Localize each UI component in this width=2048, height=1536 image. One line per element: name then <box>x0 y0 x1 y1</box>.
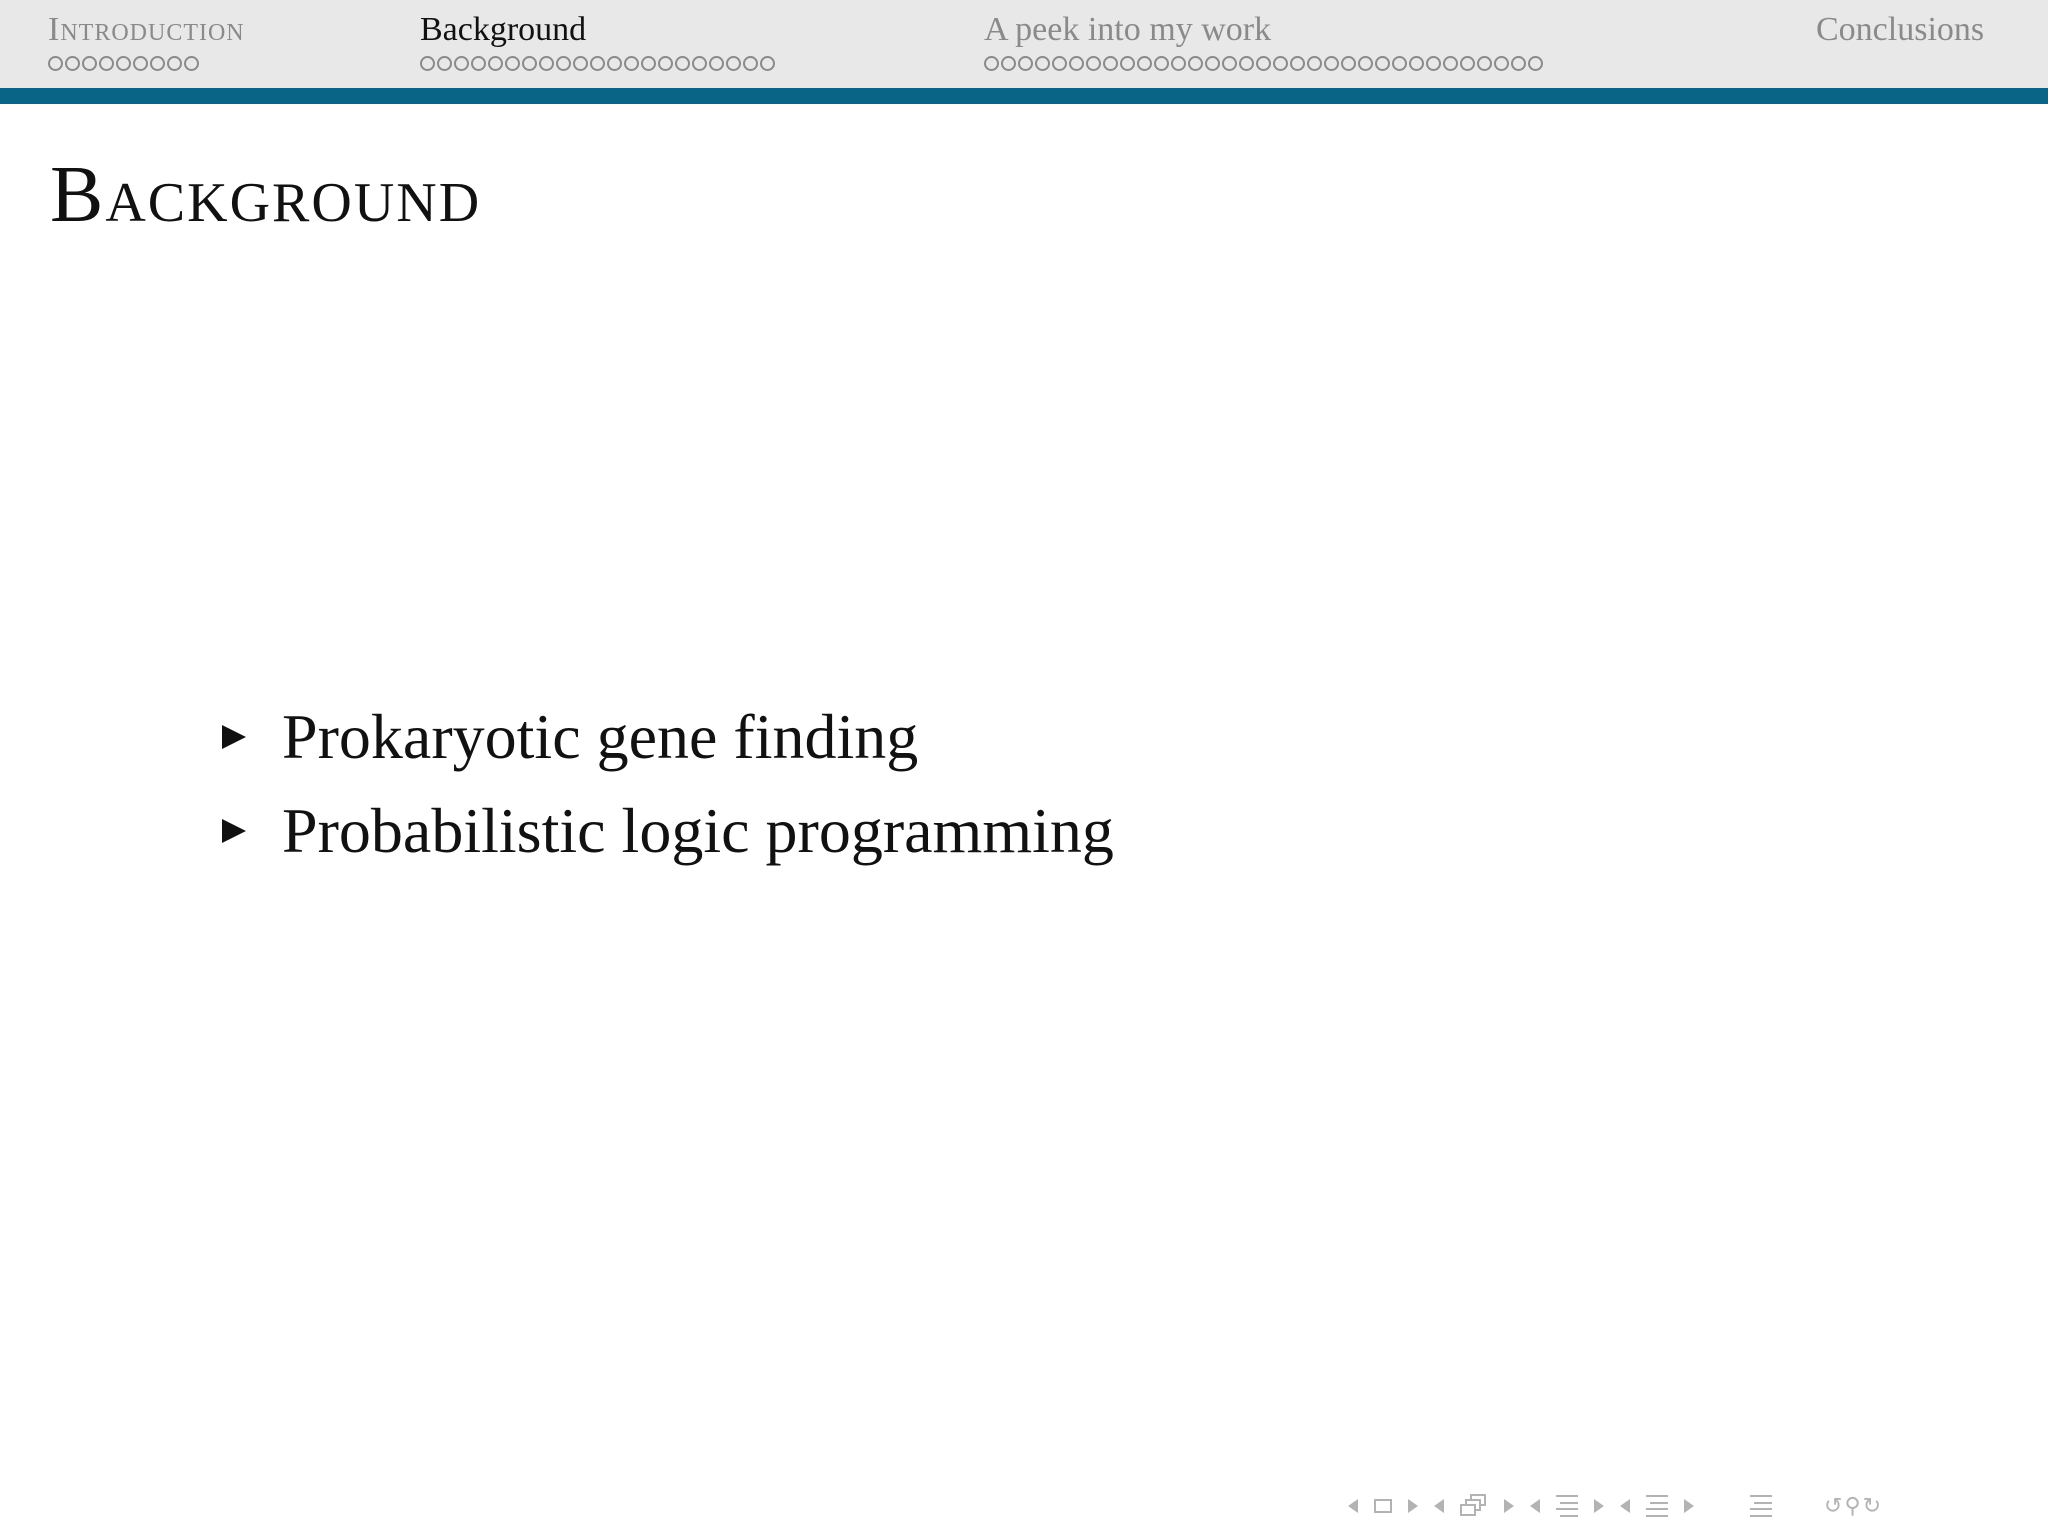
undo-icon[interactable]: ↺ <box>1824 1493 1843 1519</box>
subsection-icon[interactable] <box>1556 1495 1578 1517</box>
section-navigation-bar <box>0 0 2048 88</box>
next-section-icon[interactable] <box>1684 1499 1694 1513</box>
frame-dot[interactable] <box>82 56 97 71</box>
next-subsection-icon[interactable] <box>1594 1499 1604 1513</box>
frame-dot[interactable] <box>1341 56 1356 71</box>
frame-dot[interactable] <box>1137 56 1152 71</box>
frame-dot[interactable] <box>1426 56 1441 71</box>
nav-section-introduction[interactable] <box>48 8 245 71</box>
frame-dot[interactable] <box>1477 56 1492 71</box>
triangle-bullet-icon <box>222 725 246 749</box>
frame-dot[interactable] <box>760 56 775 71</box>
frame-dot[interactable] <box>1069 56 1084 71</box>
previous-subsection-icon[interactable] <box>1530 1499 1540 1513</box>
frame-dot[interactable] <box>726 56 741 71</box>
frame-dot[interactable] <box>1188 56 1203 71</box>
frame-dot[interactable] <box>505 56 520 71</box>
previous-frame-icon[interactable] <box>1434 1499 1444 1513</box>
frame-dot[interactable] <box>692 56 707 71</box>
section-icon[interactable] <box>1646 1495 1668 1517</box>
frame-dot[interactable] <box>1052 56 1067 71</box>
previous-section-icon[interactable] <box>1620 1499 1630 1513</box>
frame-dot[interactable] <box>1409 56 1424 71</box>
frame-dot[interactable] <box>607 56 622 71</box>
nav-frame-dots <box>420 56 775 71</box>
search-icon[interactable]: ⚲ <box>1844 1493 1861 1519</box>
nav-section-peek-into-work[interactable] <box>984 8 1543 71</box>
frame-dot[interactable] <box>1494 56 1509 71</box>
previous-slide-icon[interactable] <box>1348 1499 1358 1513</box>
frame-dot[interactable] <box>539 56 554 71</box>
bullet-item <box>222 690 1114 784</box>
frame-dot[interactable] <box>1239 56 1254 71</box>
frame-dot[interactable] <box>1205 56 1220 71</box>
frame-dot[interactable] <box>1528 56 1543 71</box>
frame-dot[interactable] <box>420 56 435 71</box>
frame-dot[interactable] <box>743 56 758 71</box>
document-icon[interactable] <box>1750 1495 1772 1517</box>
frame-title: Background <box>50 151 482 239</box>
slide-icon[interactable] <box>1374 1499 1392 1513</box>
frame-dot[interactable] <box>1375 56 1390 71</box>
frame-dot[interactable] <box>1001 56 1016 71</box>
bullet-text: Prokaryotic gene finding <box>282 701 919 772</box>
frame-dot[interactable] <box>641 56 656 71</box>
frame-dot[interactable] <box>1358 56 1373 71</box>
frame-dot[interactable] <box>116 56 131 71</box>
frame-dot[interactable] <box>488 56 503 71</box>
frame-dot[interactable] <box>65 56 80 71</box>
frame-dot[interactable] <box>1511 56 1526 71</box>
frame-dot[interactable] <box>1443 56 1458 71</box>
nav-section-title[interactable]: Background <box>420 11 587 48</box>
frame-dot[interactable] <box>1035 56 1050 71</box>
frame-dot[interactable] <box>1120 56 1135 71</box>
frame-dot[interactable] <box>454 56 469 71</box>
frame-dot[interactable] <box>1290 56 1305 71</box>
frame-dot[interactable] <box>437 56 452 71</box>
frame-dot[interactable] <box>658 56 673 71</box>
nav-section-background[interactable] <box>420 8 775 71</box>
next-slide-icon[interactable] <box>1408 1499 1418 1513</box>
nav-section-title[interactable]: A peek into my work <box>984 11 1272 48</box>
frame-dot[interactable] <box>48 56 63 71</box>
nav-frame-dots <box>48 56 245 71</box>
frame-dot[interactable] <box>150 56 165 71</box>
frame-dot[interactable] <box>184 56 199 71</box>
frame-dot[interactable] <box>1460 56 1475 71</box>
bullet-item <box>222 784 1114 878</box>
frame-dot[interactable] <box>471 56 486 71</box>
bullet-text: Probabilistic logic programming <box>282 795 1114 866</box>
frame-dot[interactable] <box>1171 56 1186 71</box>
frame-dot[interactable] <box>1086 56 1101 71</box>
nav-section-title[interactable]: Conclusions <box>1816 11 1985 48</box>
frame-dot[interactable] <box>133 56 148 71</box>
redo-icon[interactable]: ↻ <box>1862 1493 1881 1519</box>
frame-dot[interactable] <box>99 56 114 71</box>
frame-dot[interactable] <box>573 56 588 71</box>
frame-dot[interactable] <box>590 56 605 71</box>
triangle-bullet-icon <box>222 819 246 843</box>
nav-divider-rule <box>0 88 2048 104</box>
frame-dot[interactable] <box>624 56 639 71</box>
frame-dot[interactable] <box>1222 56 1237 71</box>
frame-dot[interactable] <box>1307 56 1322 71</box>
frame-dot[interactable] <box>709 56 724 71</box>
frame-dot[interactable] <box>1273 56 1288 71</box>
frame-dot[interactable] <box>984 56 999 71</box>
beamer-navigation-controls <box>1340 1488 1881 1524</box>
frame-dot[interactable] <box>167 56 182 71</box>
nav-section-title[interactable]: Introduction <box>48 11 245 48</box>
frame-dot[interactable] <box>675 56 690 71</box>
bullet-list <box>222 690 1114 878</box>
nav-section-conclusions[interactable] <box>1816 8 1984 52</box>
next-frame-icon[interactable] <box>1504 1499 1514 1513</box>
frame-dot[interactable] <box>1392 56 1407 71</box>
frame-dot[interactable] <box>1324 56 1339 71</box>
frame-dot[interactable] <box>1018 56 1033 71</box>
frame-dot[interactable] <box>1103 56 1118 71</box>
frame-dot[interactable] <box>1154 56 1169 71</box>
frame-dot[interactable] <box>522 56 537 71</box>
frame-dot[interactable] <box>1256 56 1271 71</box>
nav-frame-dots <box>984 56 1543 71</box>
frame-dot[interactable] <box>556 56 571 71</box>
frame-icon[interactable] <box>1460 1494 1488 1518</box>
